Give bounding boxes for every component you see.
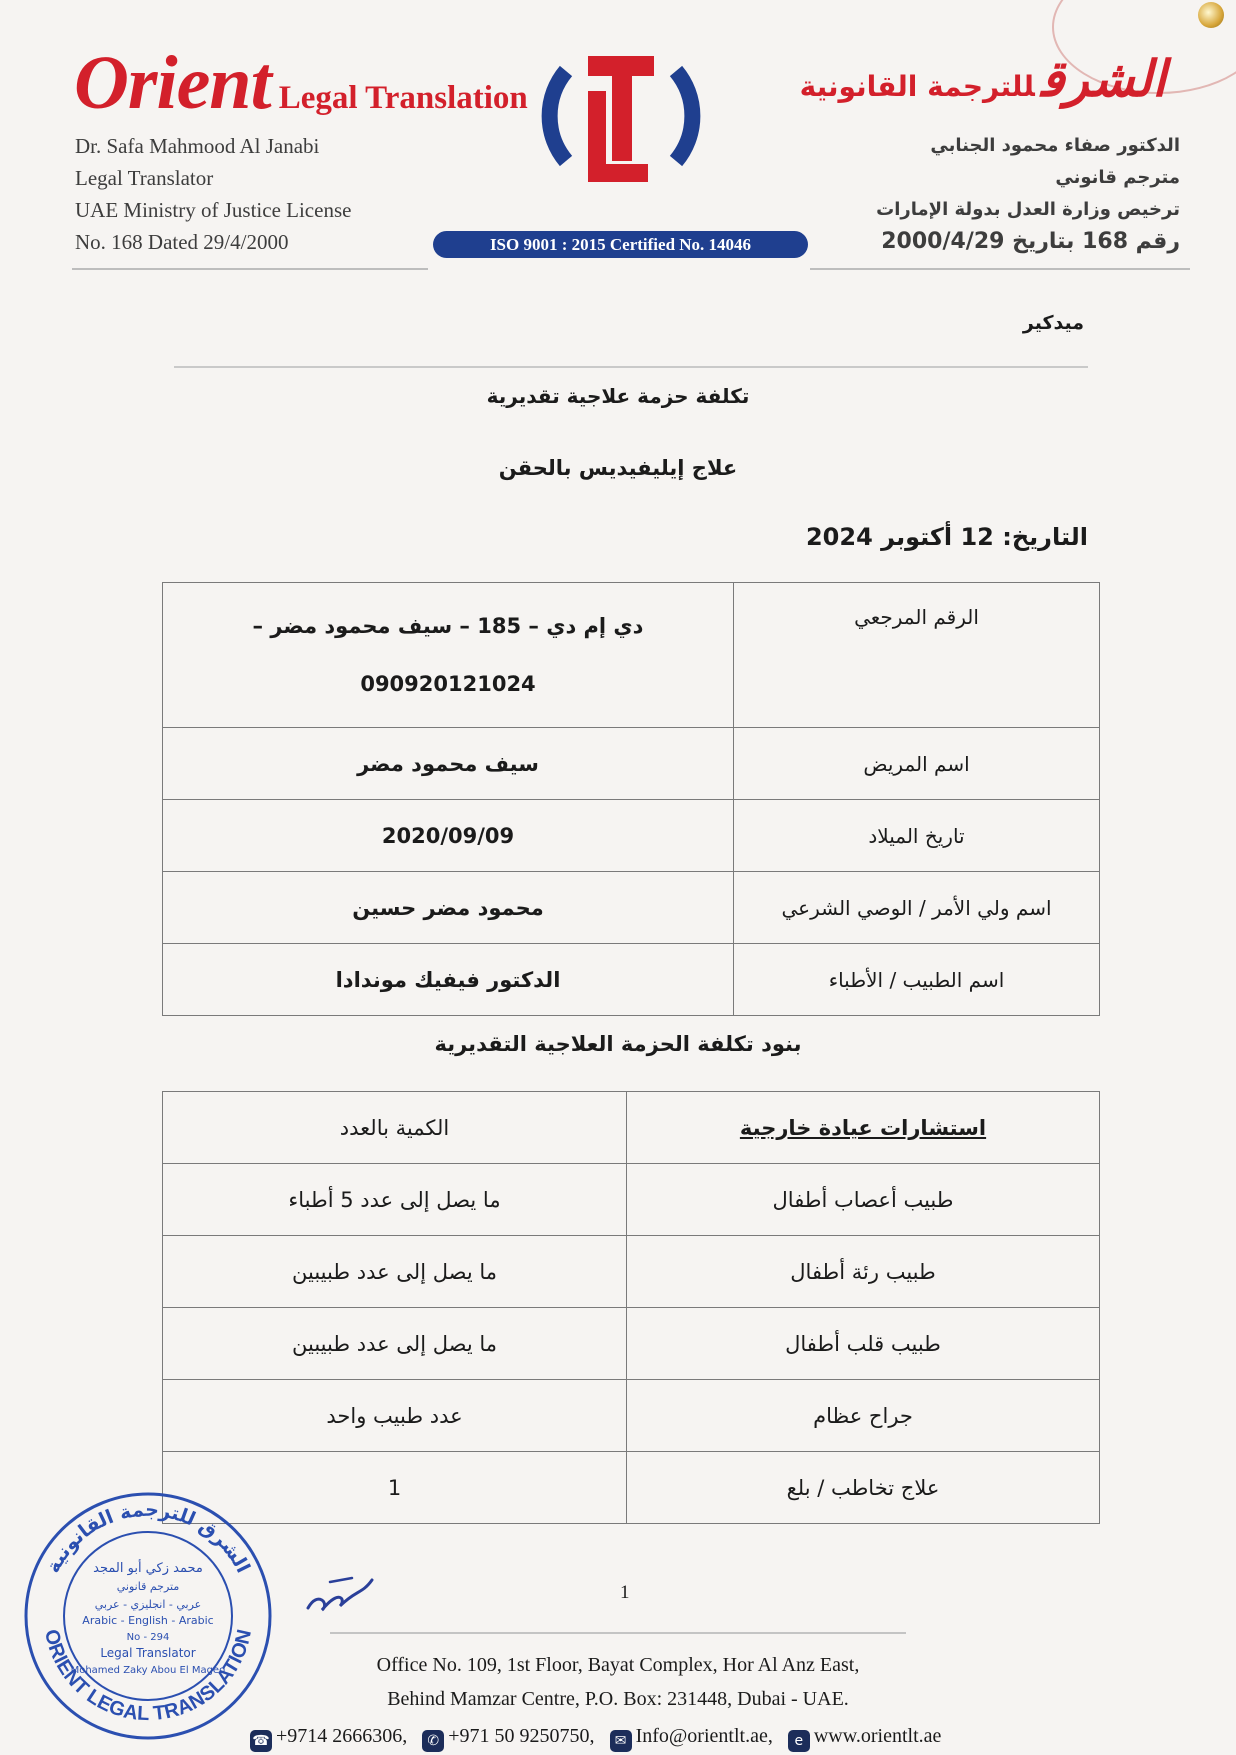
document-subtitle: علاج إيليفيديس بالحقن <box>498 456 738 480</box>
stamp-langs-ar: عربي - انجليزي - عربي <box>94 1598 202 1611</box>
item-cell: طبيب أعصاب أطفال <box>627 1164 1100 1236</box>
license-number-en: No. 168 Dated 29/4/2000 <box>75 230 289 254</box>
brand-ar-name: الشرق <box>1040 50 1166 108</box>
doctor-value: الدكتور فيفيك موندادا <box>163 944 734 1016</box>
address-line-1: Office No. 109, 1st Floor, Bayat Complex, Hor Al Anz East, <box>376 1654 860 1676</box>
table-row <box>163 944 1100 1016</box>
translator-name-en: Dr. Safa Mahmood Al Janabi <box>75 134 320 158</box>
table-row <box>163 1452 1100 1524</box>
item-cell: طبيب قلب أطفال <box>627 1308 1100 1380</box>
header-rule-right <box>810 268 1190 270</box>
license-line-ar: ترخيص وزارة العدل بدولة الإمارات <box>876 199 1180 220</box>
guardian-value: محمود مضر حسين <box>163 872 734 944</box>
olt-logo <box>536 36 706 196</box>
email-icon: ✉ <box>610 1730 632 1752</box>
company-name: ميدكير <box>1022 312 1084 334</box>
qty-column-header: الكمية بالعدد <box>163 1092 627 1164</box>
translator-details-en <box>75 130 351 258</box>
header-rule-left <box>72 268 428 270</box>
stamp-license: No - 294 <box>126 1632 170 1643</box>
doctor-label: اسم الطبيب / الأطباء <box>734 944 1100 1016</box>
stamp-langs-en: Arabic - English - Arabic <box>82 1614 214 1627</box>
stamp-name-en: Mohamed Zaky Abou El Maged <box>70 1665 226 1676</box>
license-line-en: UAE Ministry of Justice License <box>75 198 352 222</box>
table-row <box>163 800 1100 872</box>
email-address[interactable]: Info@orientlt.ae, <box>635 1725 773 1747</box>
item-cell: علاج تخاطب / بلع <box>627 1452 1100 1524</box>
translator-title-en: Legal Translator <box>75 166 214 190</box>
patient-name-label: اسم المريض <box>734 728 1100 800</box>
cost-section-title: بنود تكلفة الحزمة العلاجية التقديرية <box>434 1032 802 1056</box>
item-column-header: استشارات عيادة خارجية <box>627 1092 1100 1164</box>
brand-en-tagline: Legal Translation <box>278 80 528 116</box>
birth-date-value: 2020/09/09 <box>163 800 734 872</box>
document-title: تكلفة حزمة علاجية تقديرية <box>486 384 750 408</box>
stamp-outer-en: ORIENT LEGAL TRANSLATION <box>39 1627 257 1726</box>
patient-name-value: سيف محمود مضر <box>163 728 734 800</box>
translator-details-ar <box>876 130 1180 258</box>
phone-number: +9714 2666306, <box>276 1725 408 1747</box>
table-row <box>163 1236 1100 1308</box>
item-cell: جراح عظام <box>627 1380 1100 1452</box>
website-link[interactable]: www.orientlt.ae <box>813 1725 942 1747</box>
phone-icon: ☎ <box>250 1730 272 1752</box>
translator-title-ar: مترجم قانوني <box>1055 167 1180 188</box>
birth-date-label: تاريخ الميلاد <box>734 800 1100 872</box>
patient-info-table <box>162 582 1100 1016</box>
license-number-ar: رقم 168 بتاريخ 2000/4/29 <box>881 229 1180 254</box>
stamp-title-ar: مترجم قانوني <box>116 1580 180 1593</box>
binder-rivet <box>1198 2 1224 28</box>
brand-en <box>74 40 528 127</box>
qty-cell: ما يصل إلى عدد طبيبين <box>163 1236 627 1308</box>
table-row <box>163 872 1100 944</box>
cost-items-table <box>162 1091 1100 1524</box>
table-row <box>163 1380 1100 1452</box>
qty-cell: ما يصل إلى عدد 5 أطباء <box>163 1164 627 1236</box>
reference-value <box>163 583 734 728</box>
qty-cell: 1 <box>163 1452 627 1524</box>
stamp-title-en: Legal Translator <box>100 1646 196 1660</box>
brand-ar-tagline: للترجمة القانونية <box>799 70 1035 103</box>
reference-label: الرقم المرجعي <box>734 583 1100 728</box>
whatsapp-icon: ✆ <box>422 1730 444 1752</box>
brand-ar <box>800 50 1166 108</box>
reference-value-line1: دي إم دي – 185 – سيف محمود مضر – <box>252 614 644 638</box>
qty-cell: عدد طبيب واحد <box>163 1380 627 1452</box>
reference-value-line2: 090920121024 <box>360 672 536 696</box>
contact-line <box>240 1725 941 1752</box>
item-cell: طبيب رئة أطفال <box>627 1236 1100 1308</box>
address-line-2: Behind Mamzar Centre, P.O. Box: 231448, Dubai - UAE. <box>387 1688 849 1710</box>
whatsapp-number: +971 50 9250750, <box>448 1725 595 1747</box>
document-date: التاريخ: 12 أكتوبر 2024 <box>805 523 1088 551</box>
handwritten-signature <box>300 1570 380 1620</box>
brand-en-name: Orient <box>74 41 271 125</box>
stamp-name-ar: محمد زكي أبو المجد <box>93 1561 203 1576</box>
table-row <box>163 728 1100 800</box>
web-icon: e <box>788 1730 810 1752</box>
iso-badge: ISO 9001 : 2015 Certified No. 14046 <box>433 231 808 258</box>
table-row <box>163 1164 1100 1236</box>
table-row <box>163 583 1100 728</box>
stamp-outer-ar: الشرق للترجمة القانونية <box>41 1498 255 1577</box>
body-rule <box>174 366 1088 368</box>
footer-rule <box>330 1632 906 1634</box>
table-row <box>163 1308 1100 1380</box>
guardian-label: اسم ولي الأمر / الوصي الشرعي <box>734 872 1100 944</box>
qty-cell: ما يصل إلى عدد طبيبين <box>163 1308 627 1380</box>
table-header-row <box>163 1092 1100 1164</box>
page-number: 1 <box>620 1582 630 1603</box>
translator-name-ar: الدكتور صفاء محمود الجنابي <box>930 135 1180 156</box>
